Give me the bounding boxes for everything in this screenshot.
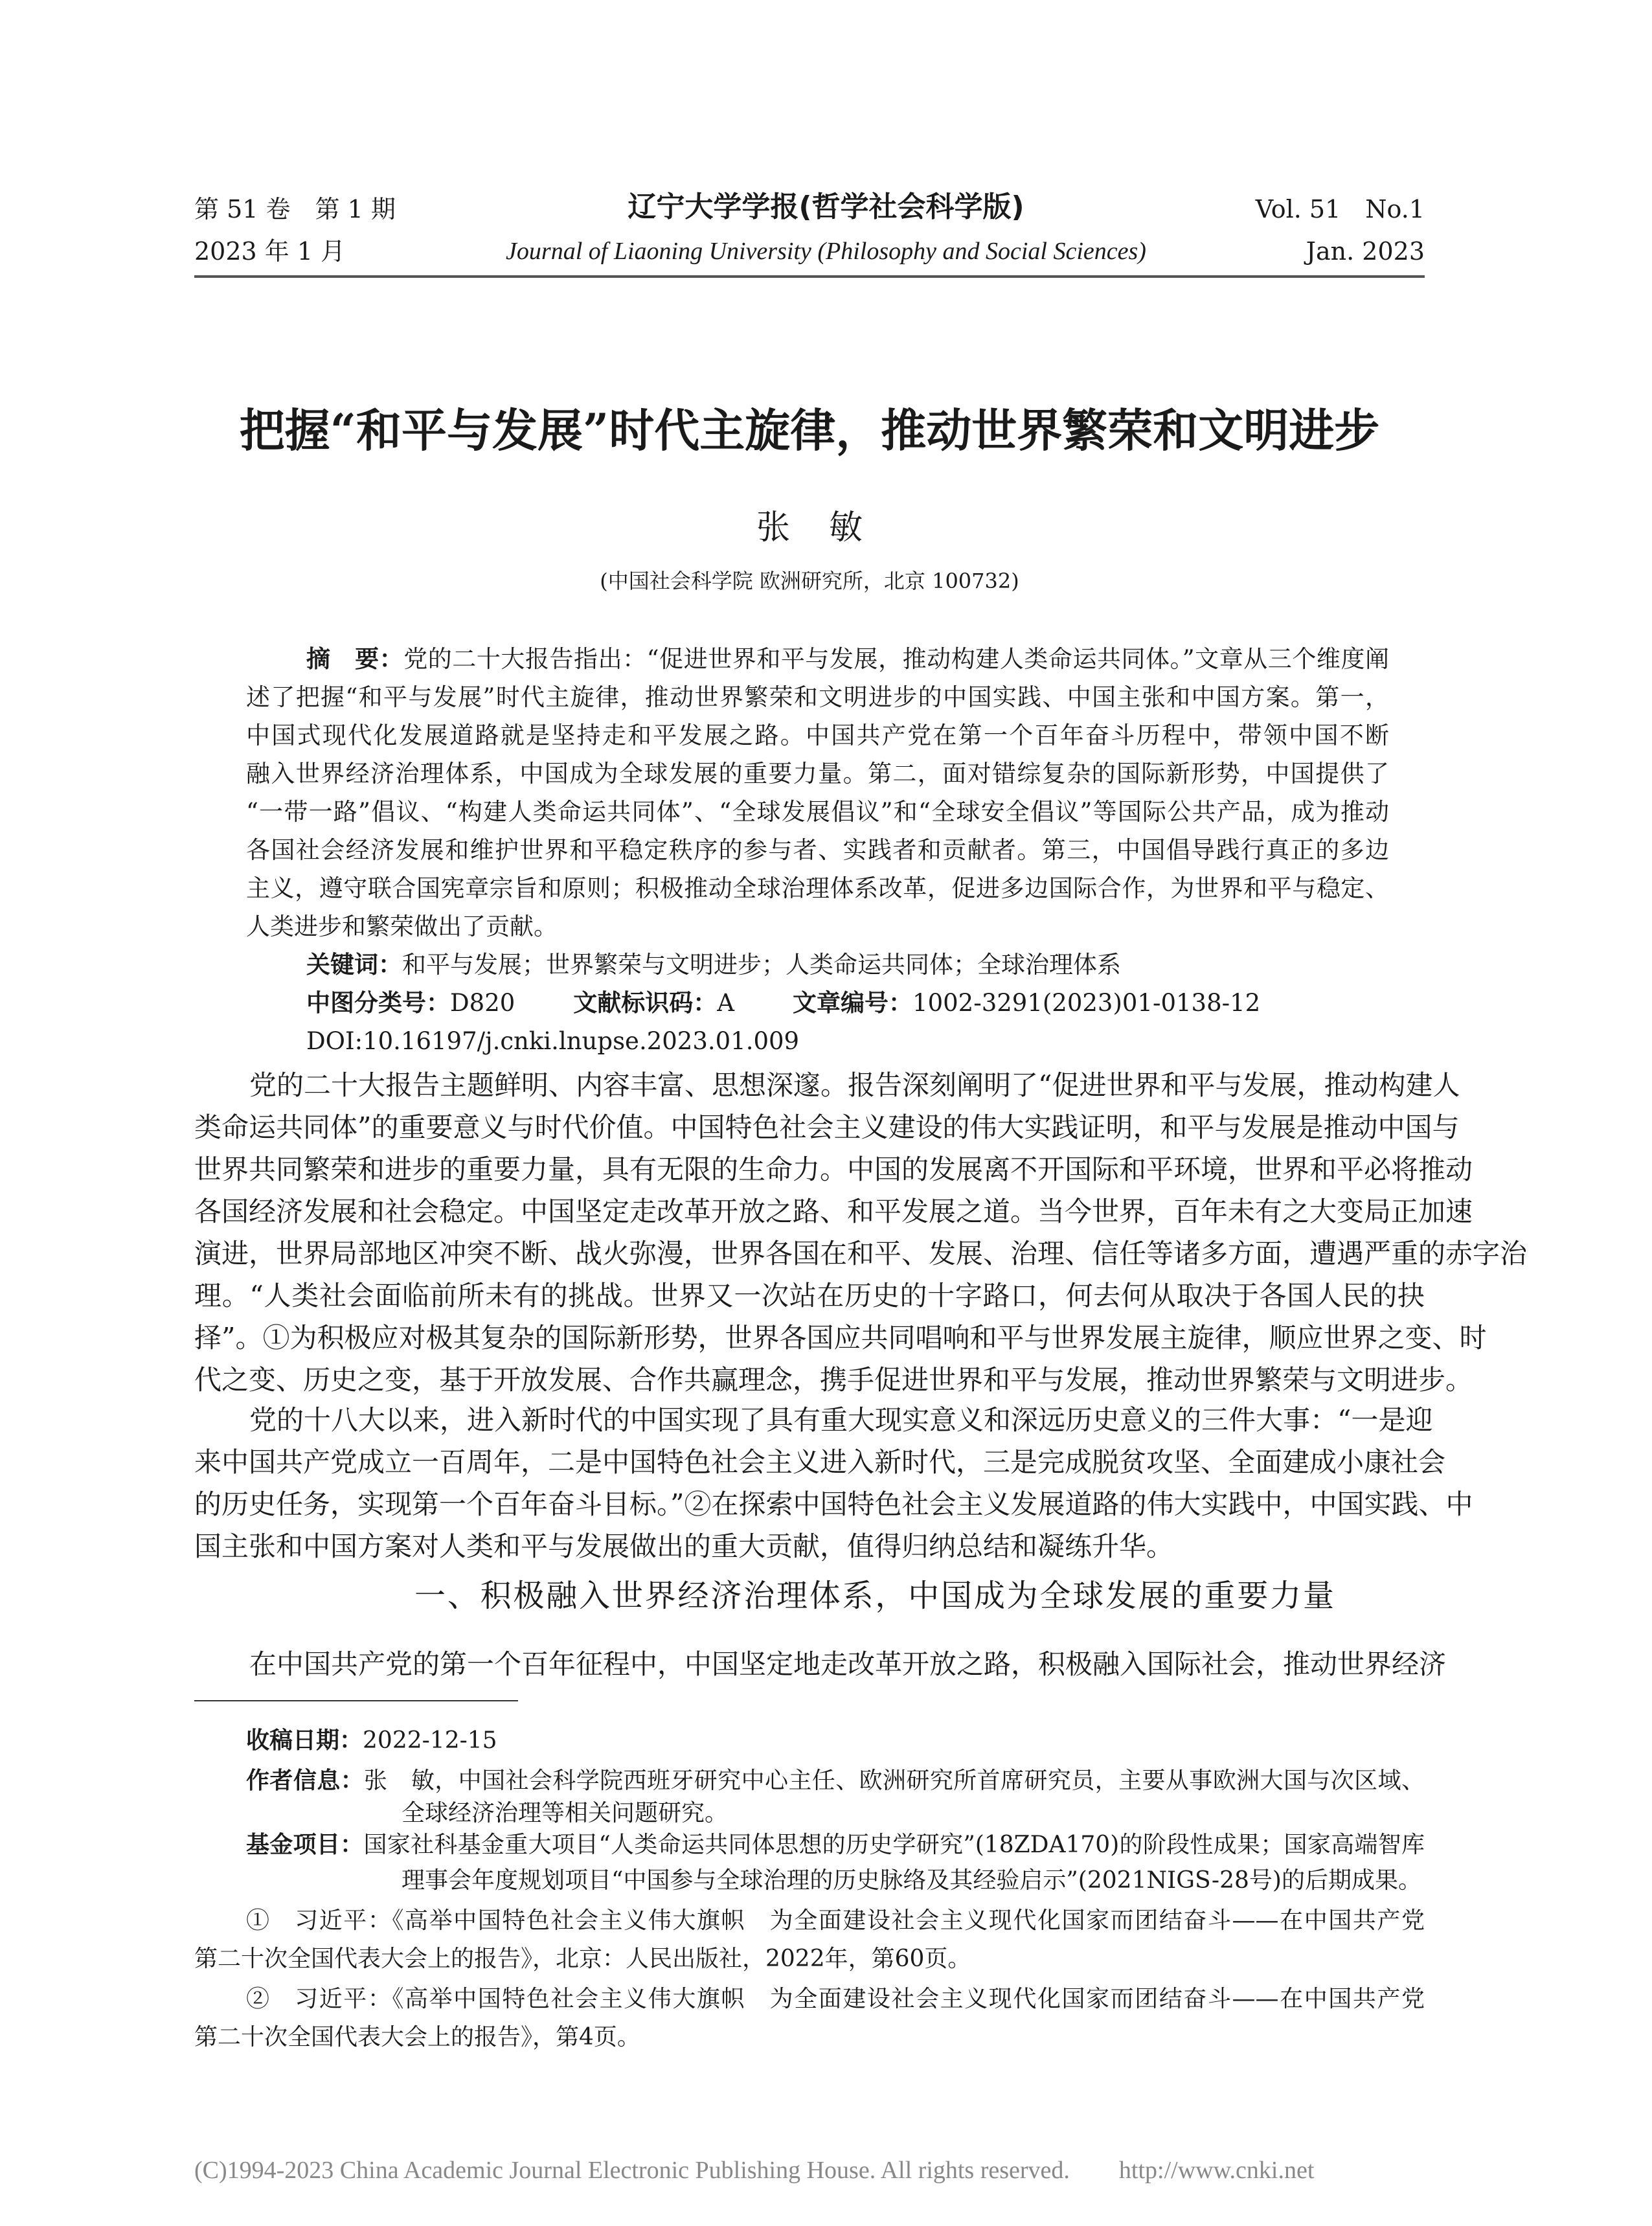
author-info-text: 张 敏，中国社会科学院西班牙研究中心主任、欧洲研究所首席研究员，主要从事欧洲大国与次区域、 xyxy=(364,1767,1425,1794)
copyright-notice: (C)1994-2023 China Academic Journal Electronic Publishing House. All rights reserved. http://www.cnki.net xyxy=(194,2157,1315,2184)
clc-value: D820 xyxy=(450,989,515,1017)
abstract-line: 中国式现代化发展道路就是坚持走和平发展之路。中国共产党在第一个百年奋斗历程中，带领中国不断 xyxy=(246,721,1389,749)
body-line: 世界共同繁荣和进步的重要力量，具有无限的生命力。中国的发展离不开国际和平环境，世界和平必将推动 xyxy=(194,1153,1473,1185)
author-info-label: 作者信息： xyxy=(246,1767,365,1794)
abstract-line: 融入世界经济治理体系，中国成为全球发展的重要力量。第二，面对错综复杂的国际新形势，中国提供了 xyxy=(246,760,1389,788)
keywords-label: 关键词： xyxy=(306,951,402,979)
doi: DOI:10.16197/j.cnki.lnupse.2023.01.009 xyxy=(306,1027,800,1055)
body-line: 在中国共产党的第一个百年征程中，中国坚定地走改革开放之路，积极融入国际社会，推动世界经济 xyxy=(249,1648,1447,1680)
abstract-line-label: 摘 要： xyxy=(306,645,404,673)
article-author: 张敏 xyxy=(756,508,901,547)
body-line: 代之变、历史之变，基于开放发展、合作共赢理念，携手促进世界和平与发展，推动世界繁荣与文明进步。 xyxy=(194,1364,1473,1396)
body-line: 来中国共产党成立一百周年，二是中国特色社会主义进入新时代，三是完成脱贫攻坚、全面建成小康社会 xyxy=(194,1446,1446,1478)
footnote-rule xyxy=(194,1700,518,1701)
body-line: 演进，世界局部地区冲突不断、战火弥漫，世界各国在和平、发展、治理、信任等诸多方面，遭遇严重的赤字治 xyxy=(194,1238,1528,1269)
footnote-1-cont: 第二十次全国代表大会上的报告》，北京：人民出版社，2022年，第60页。 xyxy=(194,1946,971,1972)
author-info-cont: 全球经济治理等相关问题研究。 xyxy=(402,1800,729,1826)
abstract-line: 主义，遵守联合国宪章宗旨和原则；积极推动全球治理体系改革，促进多边国际合作，为世界和平与稳定、 xyxy=(246,874,1389,902)
keywords-value: 和平与发展；世界繁荣与文明进步；人类命运共同体；全球治理体系 xyxy=(402,951,1121,979)
received-date xyxy=(246,1725,497,1756)
fund-project-label: 基金项目： xyxy=(246,1832,364,1858)
body-line: 党的十八大以来，进入新时代的中国实现了具有重大现实意义和深远历史意义的三件大事：“一是迎 xyxy=(249,1404,1433,1436)
article-number-value: 1002-3291(2023)01-0138-12 xyxy=(912,989,1261,1017)
article-number-label: 文章编号： xyxy=(793,989,913,1017)
body-line: 择”。①为积极应对极其复杂的国际新形势，世界各国应共同唱响和平与世界发展主旋律，顺应世界之变、时 xyxy=(194,1322,1487,1354)
doc-code-value: A xyxy=(717,989,735,1017)
keywords xyxy=(306,949,1121,981)
date-cn: 2023 年 1 月 xyxy=(194,237,346,266)
journal-title-cn: 辽宁大学学报(哲学社会科学版) xyxy=(628,190,1024,223)
doc-code-label: 文献标识码： xyxy=(573,989,718,1017)
section-heading: 一、积极融入世界经济治理体系，中国成为全球发展的重要力量 xyxy=(414,1578,1334,1614)
abstract-line: 人类进步和繁荣做出了贡献。 xyxy=(246,913,558,940)
body-line: 类命运共同体”的重要意义与时代价值。中国特色社会主义建设的伟大实践证明，和平与发展是推动中国与 xyxy=(194,1111,1460,1143)
footnote-1: ① 习近平：《高举中国特色社会主义伟大旗帜 为全面建设社会主义现代化国家而团结奋斗——在中国共产党 xyxy=(246,1907,1425,1934)
clc-label: 中图分类号： xyxy=(306,989,450,1017)
footnote-2-cont: 第二十次全国代表大会上的报告》，第4页。 xyxy=(194,2024,640,2050)
article-title: 把握“和平与发展”时代主旋律，推动世界繁荣和文明进步 xyxy=(239,403,1380,457)
body-line: 党的二十大报告主题鲜明、内容丰富、思想深邃。报告深刻阐明了“促进世界和平与发展，推动构建人 xyxy=(249,1069,1460,1101)
footnote-2: ② 习近平：《高举中国特色社会主义伟大旗帜 为全面建设社会主义现代化国家而团结奋斗——在中国共产党 xyxy=(246,1986,1425,2012)
body-line: 各国经济发展和社会稳定。中国坚定走改革开放之路、和平发展之道。当今世界，百年未有之大变局正加速 xyxy=(194,1196,1473,1227)
author-info xyxy=(246,1766,1425,1797)
author-affiliation: (中国社会科学院 欧洲研究所，北京 100732) xyxy=(600,569,1019,593)
date-en: Jan. 2023 xyxy=(1306,237,1425,266)
abstract-line: 各国社会经济发展和维护世界和平稳定秩序的参与者、实践者和贡献者。第三，中国倡导践行真正的多边 xyxy=(246,836,1389,864)
abstract-line: 述了把握“和平与发展”时代主旋律，推动世界繁荣和文明进步的中国实践、中国主张和中国方案。第一， xyxy=(246,683,1389,711)
abstract-line: “一带一路”倡议、“构建人类命运共同体”、“全球发展倡议”和“全球安全倡议”等国际公共产品，成为推动 xyxy=(246,798,1389,826)
fund-project xyxy=(246,1830,1425,1861)
body-line: 国主张和中国方案对人类和平与发展做出的重大贡献，值得归纳总结和凝练升华。 xyxy=(194,1530,1174,1562)
classification xyxy=(306,987,1260,1019)
journal-title-en: Journal of Liaoning University (Philosophy and Social Sciences) xyxy=(506,238,1146,265)
body-line: 的历史任务，实现第一个百年奋斗目标。”②在探索中国特色社会主义发展道路的伟大实践中，中国实践、中 xyxy=(194,1488,1473,1520)
body-line: 理。“人类社会面临前所未有的挑战。世界又一次站在历史的十字路口，何去何从取决于各国人民的抉 xyxy=(194,1280,1425,1312)
fund-project-cont: 理事会年度规划项目“中国参与全球治理的历史脉络及其经验启示”(2021NIGS-28号)的后期成果。 xyxy=(402,1867,1421,1894)
fund-project-text: 国家社科基金重大项目“人类命运共同体思想的历史学研究”(18ZDA170)的阶段性成果；国家高端智库 xyxy=(363,1832,1425,1858)
abstract-line xyxy=(306,643,1389,676)
received-date-text: 2022-12-15 xyxy=(363,1727,497,1754)
abstract-line-text: 党的二十大报告指出：“促进世界和平与发展，推动构建人类命运共同体。”文章从三个维度阐 xyxy=(403,645,1389,673)
vol-no: Vol. 51 No.1 xyxy=(1255,195,1425,223)
received-date-label: 收稿日期： xyxy=(246,1727,363,1754)
volume-issue: 第 51 卷 第 1 期 xyxy=(194,195,396,223)
header-rule xyxy=(194,275,1425,278)
